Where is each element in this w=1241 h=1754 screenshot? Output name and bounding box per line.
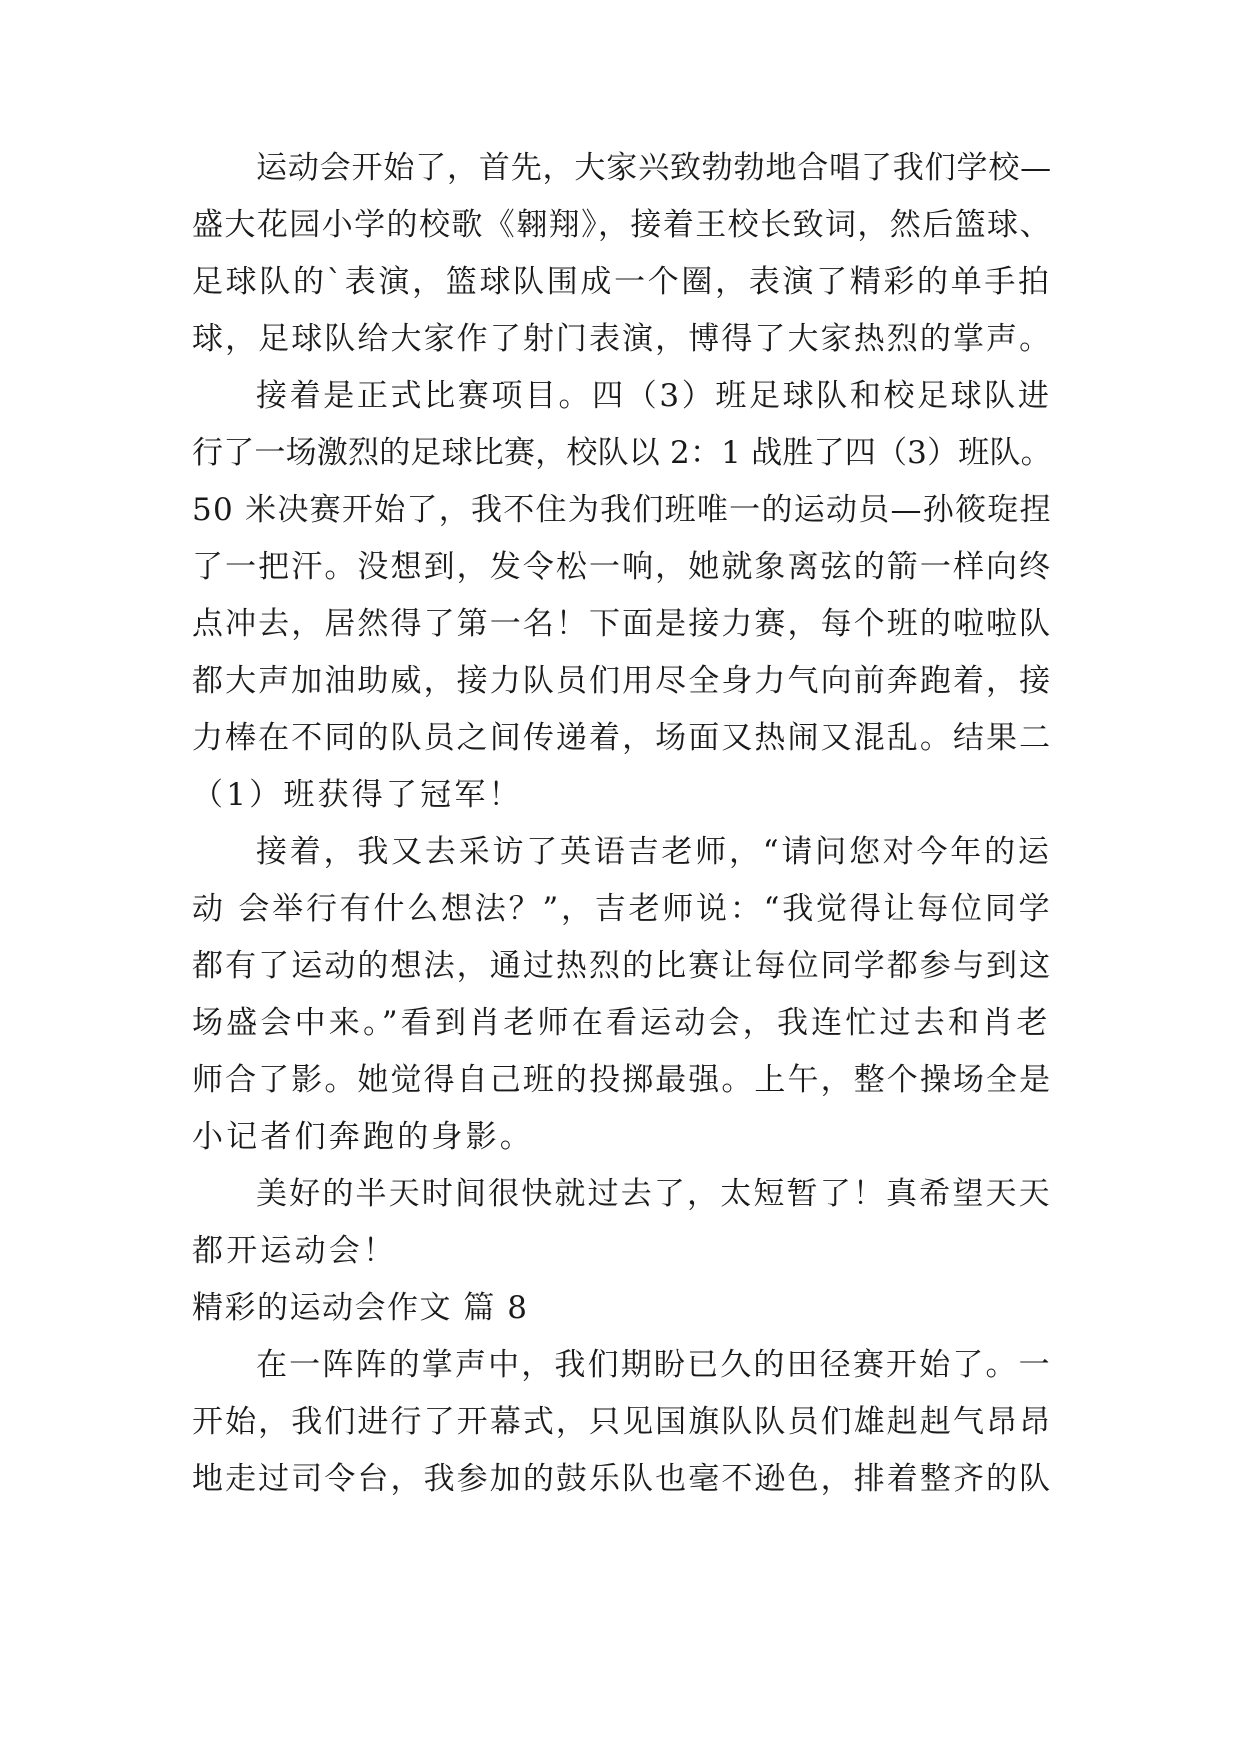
paragraph-2-line-5: 点冲去，居然得了第一名！下面是接力赛，每个班的啦啦队: [192, 606, 1053, 642]
paragraph-3-line-3: 都有了运动的想法，通过热烈的比赛让每位同学都参与到这: [192, 948, 1053, 984]
paragraph-4-line-2: 都开运动会！: [192, 1233, 398, 1269]
paragraph-3-line-2: 动 会举行有什么想法？”，吉老师说：“我觉得让每位同学: [192, 891, 1053, 927]
paragraph-3-line-1: 接着，我又去采访了英语吉老师，“请问您对今年的运: [256, 834, 1052, 870]
paragraph-2-line-2: 行了一场激烈的足球比赛，校队以 2：1 战胜了四（3）班队。: [192, 435, 1052, 471]
paragraph-1-line-4: 球，足球队给大家作了射门表演，博得了大家热烈的掌声。: [192, 321, 1053, 357]
paragraph-3-line-4: 场盛会中来。”看到肖老师在看运动会，我连忙过去和肖老: [192, 1005, 1051, 1041]
paragraph-5-line-2: 开始，我们进行了开幕式，只见国旗队队员们雄赳赳气昂昂: [192, 1404, 1053, 1440]
paragraph-2-line-8: （1）班获得了冠军！: [192, 777, 523, 813]
paragraph-1-line-3: 足球队的`表演，篮球队围成一个圈，表演了精彩的单手拍: [192, 264, 1052, 300]
paragraph-2-line-1: 接着是正式比赛项目。四（3）班足球队和校足球队进: [256, 378, 1052, 414]
paragraph-5-line-3: 地走过司令台，我参加的鼓乐队也毫不逊色，排着整齐的队: [192, 1461, 1053, 1497]
paragraph-2-line-6: 都大声加油助威，接力队员们用尽全身力气向前奔跑着，接: [192, 663, 1053, 699]
paragraph-2-line-7: 力棒在不同的队员之间传递着，场面又热闹又混乱。结果二: [192, 720, 1053, 756]
paragraph-2-line-4: 了一把汗。没想到，发令松一响，她就象离弦的箭一样向终: [192, 549, 1053, 585]
paragraph-5-line-1: 在一阵阵的掌声中，我们期盼已久的田径赛开始了。一: [256, 1347, 1052, 1383]
paragraph-2-line-3: 50 米决赛开始了，我不住为我们班唯一的运动员—孙筱琁捏: [192, 492, 1052, 528]
paragraph-1-line-2: 盛大花园小学的校歌《翱翔》，接着王校长致词，然后篮球、: [192, 207, 1052, 243]
section-heading: 精彩的运动会作文 篇 8: [192, 1290, 529, 1326]
paragraph-3-line-6: 小记者们奔跑的身影。: [192, 1119, 534, 1155]
paragraph-1-line-1: 运动会开始了，首先，大家兴致勃勃地合唱了我们学校—: [256, 150, 1052, 186]
paragraph-3-line-5: 师合了影。她觉得自己班的投掷最强。上午，整个操场全是: [192, 1062, 1053, 1098]
paragraph-4-line-1: 美好的半天时间很快就过去了，太短暂了！真希望天天: [256, 1176, 1052, 1212]
